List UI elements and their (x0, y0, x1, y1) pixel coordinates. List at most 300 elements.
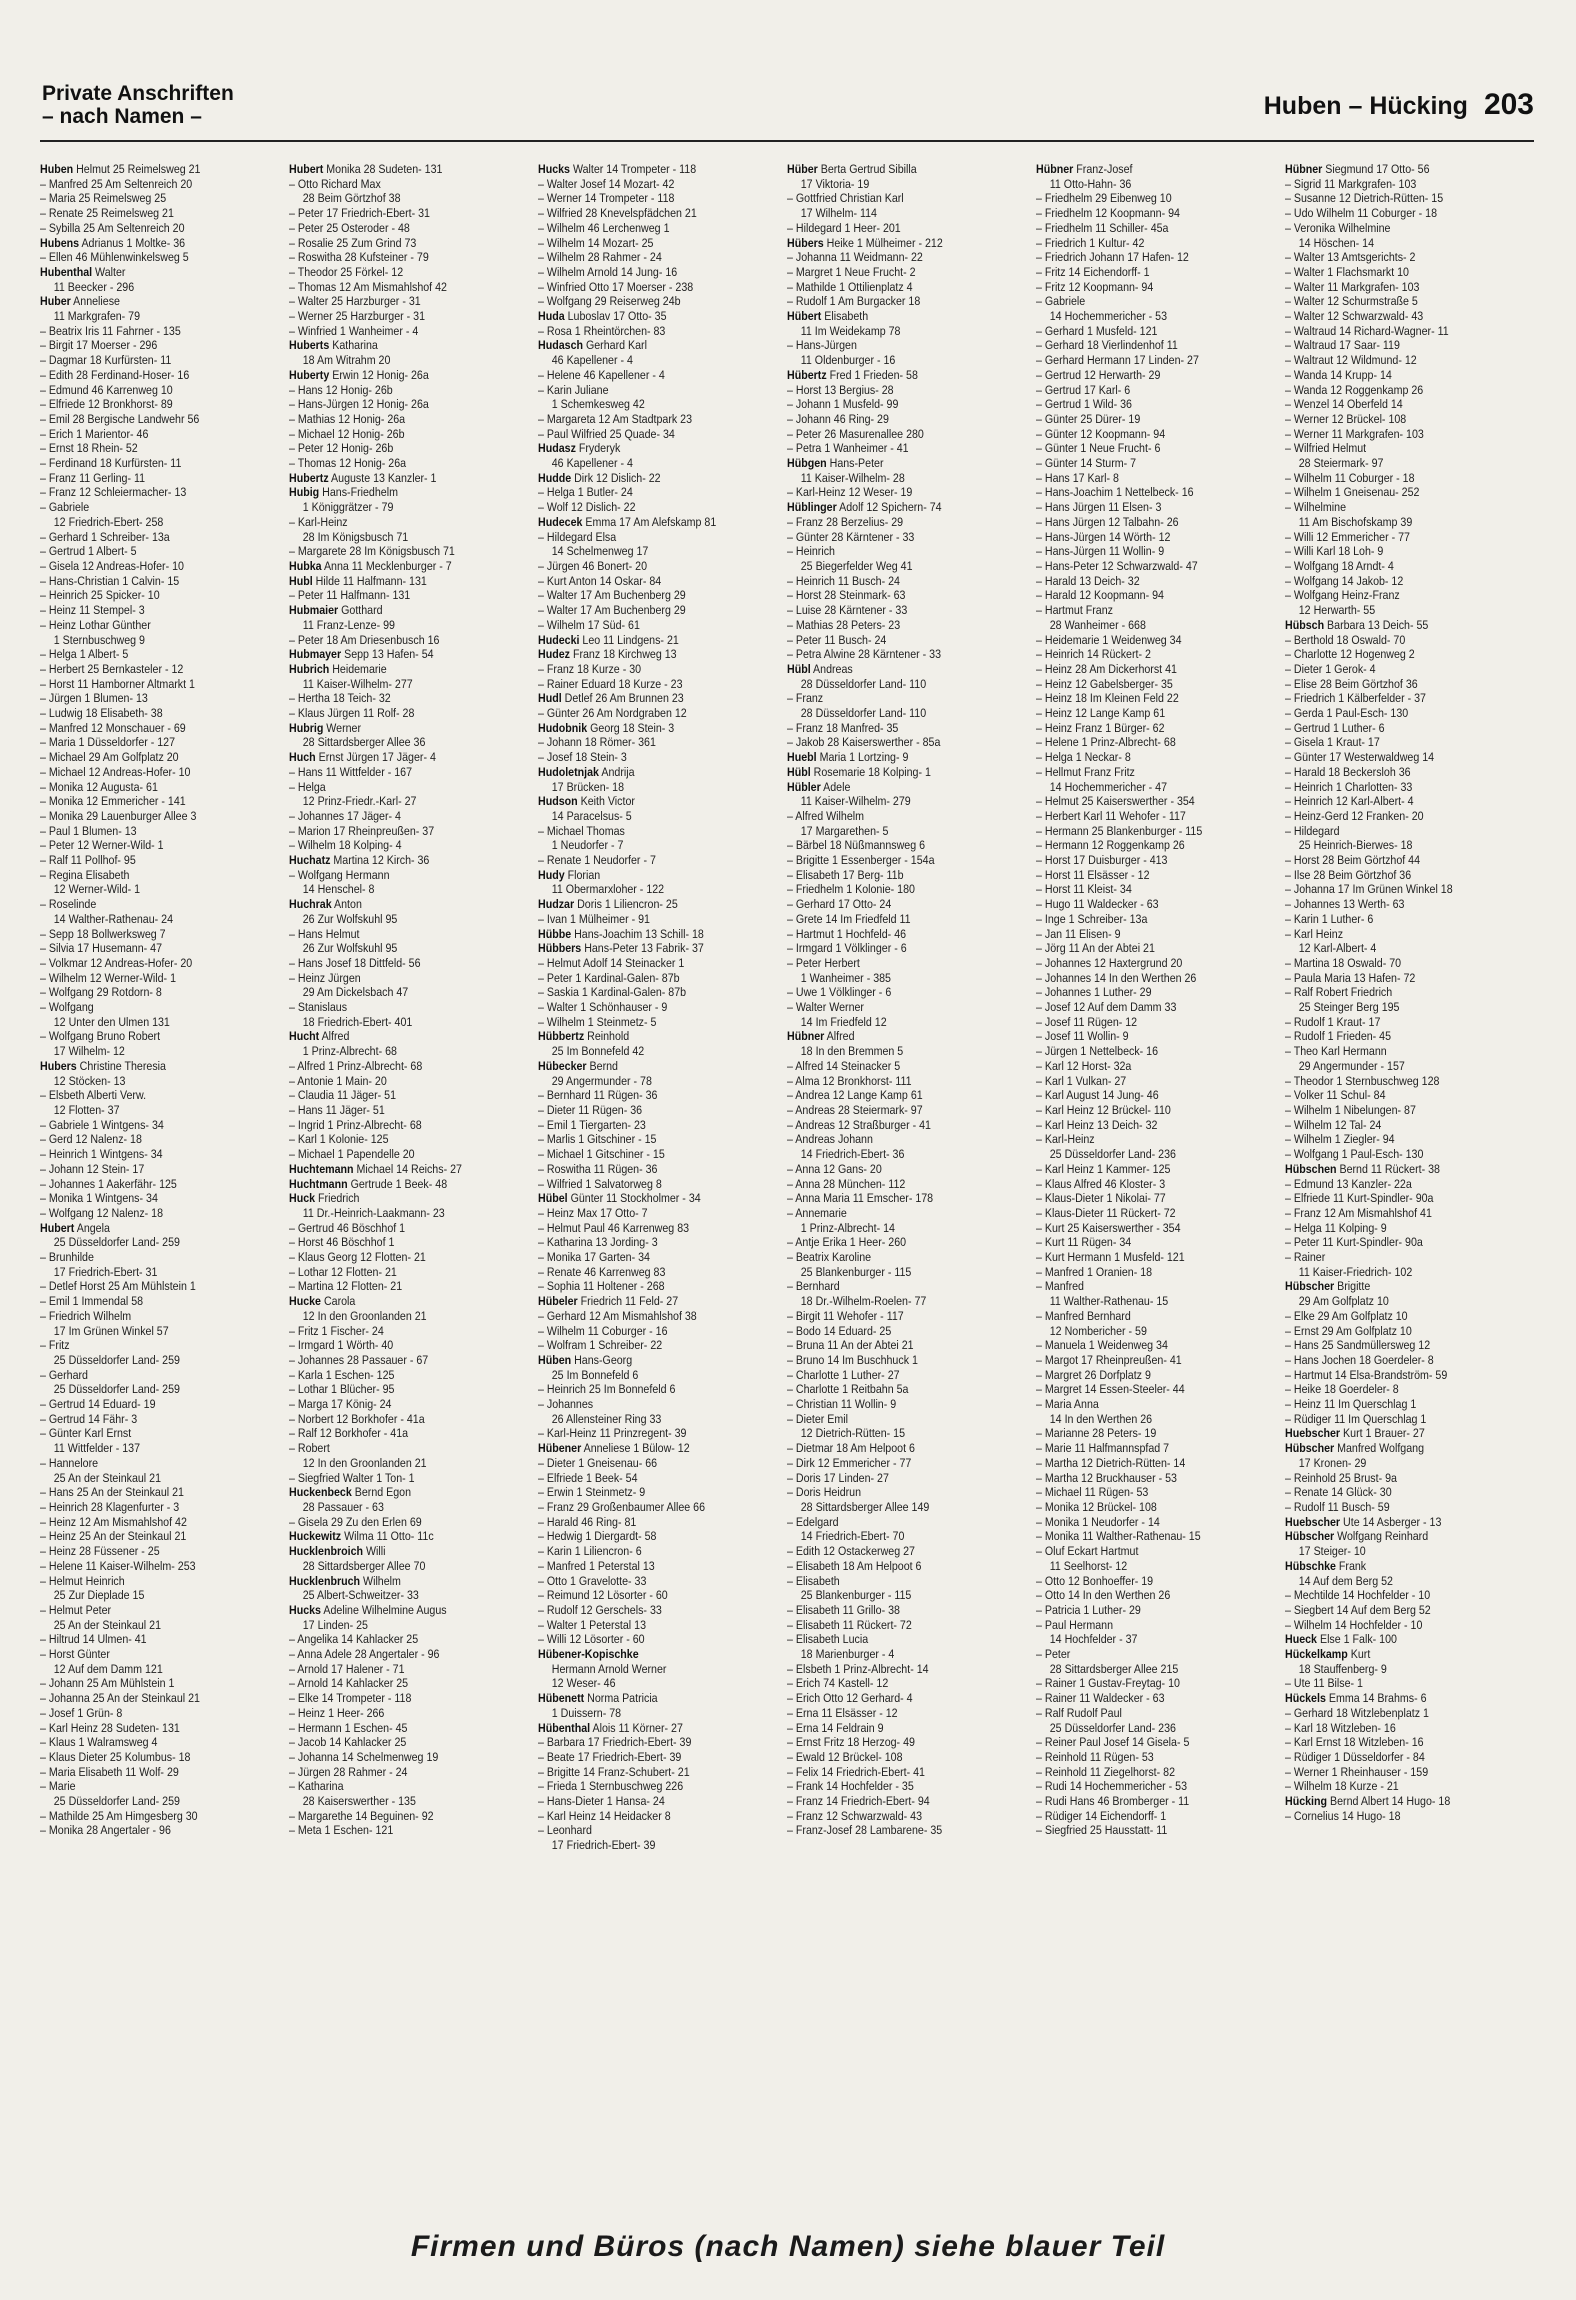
directory-entry-line: 46 Kapellener - 4 (551, 456, 633, 471)
surname: Hucklenbroich (289, 1544, 364, 1559)
surname: Hückelkamp (1285, 1647, 1348, 1662)
directory-entry-line: – Charlotte 12 Hogenweg 2 (1285, 647, 1415, 662)
directory-entry-line: – Wilhelm 28 Rahmer - 24 (538, 250, 662, 265)
directory-entry-line: 11 Kaiser-Friedrich- 102 (1298, 1264, 1413, 1279)
directory-entry-line: – Emil 28 Bergische Landwehr 56 (40, 411, 200, 426)
directory-entry-line: – Wanda 12 Roggenkamp 26 (1285, 382, 1424, 397)
directory-entry-line: – Maria Anna (1036, 1397, 1099, 1412)
directory-entry-line: – Otto 12 Bonhoeffer- 19 (1036, 1573, 1154, 1588)
directory-entry-line: – Angelika 14 Kahlacker 25 (289, 1632, 419, 1647)
directory-entry-line: – Gertrud 1 Luther- 6 (1285, 720, 1385, 735)
directory-entry-line: – Dagmar 18 Kurfürsten- 11 (40, 353, 172, 368)
directory-entry-line: – Gerhard 18 Witzlebenplatz 1 (1285, 1705, 1429, 1720)
directory-entry-line: – Franz 29 Großenbaumer Allee 66 (538, 1499, 706, 1514)
surname: Hübeler (538, 1294, 578, 1309)
directory-entry-line: – Willi 12 Lösorter - 60 (538, 1632, 645, 1647)
directory-entry-line: – Peter 11 Busch- 24 (787, 632, 887, 647)
surname: Hudasch (538, 338, 584, 353)
directory-entry-line: Hubertz Auguste 13 Kanzler- 1 (289, 470, 437, 485)
directory-entry-line: – Petra Alwine 28 Kärntener - 33 (787, 647, 942, 662)
directory-entry-line: – Hans-Jürgen (787, 338, 857, 353)
directory-entry-line: – Wenzel 14 Oberfeld 14 (1285, 397, 1403, 412)
directory-entry-line: – Maria 25 Reimelsweg 25 (40, 191, 167, 206)
directory-entry-line: – Edith 12 Ostackerweg 27 (787, 1544, 915, 1559)
surname: Huckenbeck (289, 1485, 352, 1500)
directory-entry-line: 17 Linden- 25 (302, 1617, 368, 1632)
directory-entry-line: 11 Kaiser-Wilhelm- 28 (800, 470, 905, 485)
directory-entry-line: – Wilhelm 11 Coburger - 16 (538, 1323, 668, 1338)
directory-entry-line: – Fritz 12 Koopmann- 94 (1036, 279, 1154, 294)
directory-entry-line: 12 Werner-Wild- 1 (53, 882, 141, 897)
directory-entry-line: – Klaus Dieter 25 Kolumbus- 18 (40, 1749, 191, 1764)
directory-entry-line: 11 Markgrafen- 79 (53, 309, 141, 324)
directory-entry-line: – Waltraud 14 Richard-Wagner- 11 (1285, 323, 1449, 338)
directory-entry-line: – Hans-Jürgen 14 Wörth- 12 (1036, 529, 1171, 544)
directory-entry-line: – Wilhelm 1 Nibelungen- 87 (1285, 1103, 1416, 1117)
directory-entry-line: – Beatrix Karoline (787, 1250, 872, 1265)
directory-entry-line: – Rainer Eduard 18 Kurze - 23 (538, 676, 683, 691)
directory-entry-line: – Horst 28 Steinmark- 63 (787, 588, 906, 603)
directory-entry-line: 25 Biegerfelder Weg 41 (800, 558, 913, 573)
surname: Hudy (538, 867, 565, 882)
directory-entry-line: – Peter 12 Honig- 26b (289, 441, 394, 456)
directory-entry-line: – Udo Wilhelm 11 Coburger - 18 (1285, 206, 1438, 221)
surname: Hübecker (538, 1058, 587, 1073)
directory-entry-line: 12 Unter den Ulmen 131 (53, 1014, 170, 1029)
directory-entry-line: – Wilhelm 14 Mozart- 25 (538, 235, 654, 250)
directory-entry-line: – Alma 12 Bronkhorst- 111 (787, 1073, 912, 1088)
directory-entry-line: – Saskia 1 Kardinal-Galen- 87b (538, 985, 687, 1000)
directory-entry-line: – Hildegard Elsa (538, 529, 617, 544)
directory-entry-line: Hübschke Frank (1285, 1558, 1367, 1573)
surname: Hubmayer (289, 647, 342, 662)
directory-entry-line: – Walter Werner (787, 1000, 864, 1015)
directory-entry-line: 17 Margarethen- 5 (800, 823, 889, 838)
directory-entry-line: – Hedwig 1 Diergardt- 58 (538, 1529, 657, 1544)
surname: Hucklenbruch (289, 1573, 361, 1588)
directory-entry-line: – Wolfgang 18 Arndt- 4 (1285, 558, 1394, 573)
directory-entry-line: – Helmut Paul 46 Karrenweg 83 (538, 1220, 690, 1235)
directory-entry-line: – Walter 11 Markgrafen- 103 (1285, 279, 1420, 294)
running-head-line1: Private Anschriften (42, 82, 234, 105)
directory-entry-line: – Wolfgang 12 Nalenz- 18 (40, 1205, 164, 1220)
surname: Hübener (538, 1441, 582, 1456)
directory-entry-line: – Sigrid 11 Markgrafen- 103 (1285, 176, 1417, 191)
directory-entry-line: 11 Franz-Lenze- 99 (302, 617, 395, 632)
directory-entry-line: – Kurt 25 Kaiserswerther - 354 (1036, 1220, 1181, 1235)
directory-entry-line: – Johann 46 Ring- 29 (787, 411, 889, 426)
directory-entry-line: – Rainer 11 Waldecker - 63 (1036, 1691, 1165, 1706)
directory-entry-line: – Friedrich Johann 17 Hafen- 12 (1036, 250, 1189, 265)
directory-entry-line: – Heinz-Gerd 12 Franken- 20 (1285, 808, 1424, 823)
directory-entry-line: 28 Sittardsberger Allee 70 (302, 1558, 426, 1573)
directory-entry-line: – Manuela 1 Weidenweg 34 (1036, 1338, 1168, 1353)
directory-entry-line: – Klaus Alfred 46 Kloster- 3 (1036, 1176, 1166, 1191)
directory-entry-line: 1 Prinz-Albrecht- 14 (800, 1220, 895, 1235)
directory-entry-line: Hückels Emma 14 Brahms- 6 (1285, 1691, 1427, 1706)
directory-entry-line: – Beatrix Iris 11 Fahrner - 135 (40, 323, 181, 338)
directory-entry-line: – Peter 11 Kurt-Spindler- 90a (1285, 1235, 1423, 1250)
directory-entry-line: – Marion 17 Rheinpreußen- 37 (289, 823, 435, 838)
surname: Huberty (289, 367, 330, 382)
directory-entry-line: – Günter 25 Dürer- 19 (1036, 411, 1141, 426)
directory-entry-line: – Detlef Horst 25 Am Mühlstein 1 (40, 1279, 196, 1294)
directory-entry-line: – Birgit 17 Moerser - 296 (40, 338, 158, 353)
directory-entry-line: – Irmgard 1 Völklinger - 6 (787, 941, 907, 956)
directory-entry-line: – Helga 1 Butler- 24 (538, 485, 633, 500)
surname: Hudecek (538, 514, 583, 529)
header-rule (40, 140, 1534, 142)
surname: Hudez (538, 647, 570, 662)
directory-entry-line: – Michael 12 Andreas-Hofer- 10 (40, 764, 191, 779)
directory-entry-line: – Friedhelm 29 Eibenweg 10 (1036, 191, 1172, 206)
surname: Huchtmann (289, 1176, 348, 1191)
directory-entry-line: – Jürgen 1 Blumen- 13 (40, 691, 148, 706)
directory-entry-line: – Gerhard 17 Otto- 24 (787, 897, 892, 912)
directory-entry-line: – Franz 28 Berzelius- 29 (787, 514, 904, 529)
directory-entry-line: – Reimund 12 Lösorter - 60 (538, 1588, 668, 1603)
directory-entry-line: 14 Hochemmericher - 47 (1049, 779, 1168, 794)
directory-entry-line: – Hans 25 An der Steinkaul 21 (40, 1485, 184, 1500)
directory-entry-line: – Dietmar 18 Am Helpoot 6 (787, 1441, 915, 1456)
directory-entry-line: – Heinrich 1 Charlotten- 33 (1285, 779, 1413, 794)
directory-entry-line: – Wilhelm 18 Kolping- 4 (289, 838, 402, 853)
directory-entry-line: – Ralf 12 Borkhofer - 41a (289, 1426, 409, 1441)
directory-entry-line: – Michael 29 Am Golfplatz 20 (40, 750, 179, 765)
surname: Hübbe (538, 926, 572, 941)
surname: Hüben (538, 1352, 572, 1367)
directory-entry-line: – Barbara 17 Friedrich-Ebert- 39 (538, 1735, 692, 1750)
directory-entry-line: Huchrak Anton (289, 897, 362, 912)
directory-entry-line: – Arnold 17 Halener - 71 (289, 1661, 405, 1676)
directory-entry-line: – Hans-Christian 1 Calvin- 15 (40, 573, 180, 588)
directory-entry-line: – Hans Jürgen 12 Talbahn- 26 (1036, 514, 1179, 529)
directory-entry-line: 25 An der Steinkaul 21 (53, 1617, 161, 1632)
directory-entry-line: – Werner 25 Harzburger - 31 (289, 309, 426, 324)
directory-entry-line: Hücking Bernd Albert 14 Hugo- 18 (1285, 1794, 1451, 1809)
directory-entry-line: – Hermann 12 Roggenkamp 26 (1036, 838, 1185, 853)
directory-entry-line: Hübl Andreas (787, 661, 853, 676)
directory-entry-line: Hudzar Doris 1 Liliencron- 25 (538, 897, 678, 912)
directory-entry-line: – Theo Karl Hermann (1285, 1044, 1387, 1059)
directory-entry-line: – Rudolf 12 Gerschels- 33 (538, 1602, 662, 1617)
directory-entry-line: – Rudolf 11 Busch- 59 (1285, 1499, 1390, 1514)
directory-entry-line: 25 Düsseldorfer Land- 236 (1049, 1147, 1176, 1162)
directory-entry-line: – Karl 1 Kolonie- 125 (289, 1132, 389, 1147)
directory-entry-line: – Harald 12 Koopmann- 94 (1036, 588, 1164, 603)
directory-entry-line: Hubers Christine Theresia (40, 1058, 166, 1073)
directory-entry-line: – Jan 11 Elisen- 9 (1036, 926, 1121, 941)
directory-entry-line: – Wilhelm 1 Steinmetz- 5 (538, 1014, 657, 1029)
directory-entry-line: – Kurt Anton 14 Oskar- 84 (538, 573, 662, 588)
directory-entry-line: – Helene 1 Prinz-Albrecht- 68 (1036, 735, 1176, 750)
directory-entry-line: – Bodo 14 Eduard- 25 (787, 1323, 892, 1338)
directory-entry-line: – Hildegard 1 Heer- 201 (787, 220, 901, 235)
directory-entry-line: – Johanna 25 An der Steinkaul 21 (40, 1691, 200, 1706)
directory-entry-line: – Jürgen 28 Rahmer - 24 (289, 1764, 408, 1779)
directory-entry-line: – Antonie 1 Main- 20 (289, 1073, 387, 1088)
directory-entry-line: 11 Walther-Rathenau- 15 (1049, 1294, 1169, 1309)
directory-entry-line: – Jürgen 46 Bonert- 20 (538, 558, 648, 573)
directory-entry-line: – Helmut 25 Kaiserswerther - 354 (1036, 794, 1195, 809)
directory-entry-line: – Charlotte 1 Luther- 27 (787, 1367, 900, 1382)
directory-entry-line: – Wilhelm 1 Gneisenau- 252 (1285, 485, 1420, 500)
directory-entry-line: – Maria 1 Düsseldorfer - 127 (40, 735, 176, 750)
surname: Hücking (1285, 1794, 1328, 1809)
directory-entry-line: 14 Hochemmericher - 53 (1049, 309, 1168, 324)
directory-entry-line: – Gertrud 46 Böschhof 1 (289, 1220, 406, 1235)
directory-entry-line: – Silvia 17 Husemann- 47 (40, 941, 163, 956)
directory-entry-line: – Harald 18 Beckersloh 36 (1285, 764, 1411, 779)
directory-entry-line: 14 Walther-Rathenau- 24 (53, 911, 174, 926)
directory-entry-line: – Gisela 12 Andreas-Hofer- 10 (40, 558, 184, 573)
directory-entry-line: 25 Heinrich-Bierwes- 18 (1298, 838, 1413, 853)
directory-entry-line: – Volkmar 12 Andreas-Hofer- 20 (40, 955, 193, 970)
directory-entry-line: – Werner 11 Markgrafen- 103 (1285, 426, 1424, 441)
directory-entry-line: 18 Stauffenberg- 9 (1298, 1661, 1387, 1676)
directory-entry-line: – Peter Herbert (787, 955, 860, 970)
directory-entry-line: – Heinz Franz 1 Bürger- 62 (1036, 720, 1165, 735)
directory-entry-line: – Otto Richard Max (289, 176, 381, 191)
directory-entry-line: 46 Kapellener - 4 (551, 353, 633, 368)
directory-entry-line: – Günter 1 Neue Frucht- 6 (1036, 441, 1161, 456)
directory-entry-line: – Johannes 13 Werth- 63 (1285, 897, 1405, 912)
directory-entry-line: – Felix 14 Friedrich-Ebert- 41 (787, 1764, 925, 1779)
directory-entry-line: Huda Luboslav 17 Otto- 35 (538, 309, 667, 324)
directory-entry-line: Hübner Siegmund 17 Otto- 56 (1285, 162, 1430, 176)
directory-entry-line: – Winfried Otto 17 Moerser - 238 (538, 279, 694, 294)
directory-entry-line: – Johann 25 Am Mühlstein 1 (40, 1676, 175, 1691)
directory-entry-line: – Ellen 46 Mühlenwinkelsweg 5 (40, 250, 189, 265)
surname: Hucke (289, 1294, 321, 1309)
directory-entry-line: – Franz 12 Schwarzwald- 43 (787, 1808, 923, 1823)
surname: Huch (289, 750, 316, 765)
directory-entry-line: 14 Henschel- 8 (302, 882, 375, 897)
directory-entry-line: – Heinrich 11 Busch- 24 (787, 573, 900, 588)
directory-entry-line: – Karl 18 Witzleben- 16 (1285, 1720, 1396, 1735)
directory-entry-line: Huchatz Martina 12 Kirch- 36 (289, 853, 430, 868)
surname: Hübscher (1285, 1441, 1335, 1456)
directory-entry-line: – Michael 11 Rügen- 53 (1036, 1485, 1149, 1500)
directory-entry-line: – Gerda 1 Paul-Esch- 130 (1285, 706, 1409, 721)
directory-entry-line: – Hans-Joachim 1 Nettelbeck- 16 (1036, 485, 1194, 500)
surname: Huckewitz (289, 1529, 342, 1544)
surname: Hubers (40, 1058, 77, 1073)
directory-entry-line: – Marga 17 König- 24 (289, 1397, 392, 1412)
directory-entry-line: – Horst 46 Böschhof 1 (289, 1235, 395, 1250)
directory-entry-line: – Martina 12 Flotten- 21 (289, 1279, 403, 1294)
directory-entry-line: 1 Wanheimer - 385 (800, 970, 891, 985)
directory-entry-line: – Paula Maria 13 Hafen- 72 (1285, 970, 1416, 985)
directory-entry-line: Hübsch Barbara 13 Deich- 55 (1285, 617, 1429, 632)
directory-entry-line: – Johannes 14 In den Werthen 26 (1036, 970, 1197, 985)
directory-entry-line: – Elisabeth 11 Rückert- 72 (787, 1617, 912, 1632)
directory-entry-line: – Manfred 25 Am Seltenreich 20 (40, 176, 193, 191)
directory-entry-line: Hudobnik Georg 18 Stein- 3 (538, 720, 675, 735)
directory-entry-line: – Wolfgang 1 Paul-Esch- 130 (1285, 1147, 1424, 1162)
directory-entry-line: – Peter 17 Friedrich-Ebert- 31 (289, 206, 430, 221)
directory-entry-line: – Gertrud 1 Wild- 36 (1036, 397, 1132, 412)
directory-entry-line: – Theodor 1 Sternbuschweg 128 (1285, 1073, 1440, 1088)
directory-entry-line: – Michael 1 Gitschiner - 15 (538, 1147, 665, 1162)
surname: Hübner (1285, 162, 1323, 176)
directory-entry-line: – Bernhard 11 Rügen- 36 (538, 1088, 658, 1103)
directory-entry-line: – Monika 12 Augusta- 61 (40, 779, 158, 794)
directory-entry-line: Hückelkamp Kurt (1285, 1647, 1371, 1662)
directory-entry-line: Hubrich Heidemarie (289, 661, 387, 676)
directory-entry-line: – Klaus Georg 12 Flotten- 21 (289, 1250, 426, 1265)
directory-entry-line: – Werner 14 Trompeter - 118 (538, 191, 675, 206)
directory-entry-line: Hübbe Hans-Joachim 13 Schill- 18 (538, 926, 704, 941)
directory-entry-line: – Wanda 14 Krupp- 14 (1285, 367, 1392, 382)
directory-entry-line: – Monika 17 Garten- 34 (538, 1250, 650, 1265)
directory-entry-line: – Elise 28 Beim Görtzhof 36 (1285, 676, 1418, 691)
directory-entry-line: – Walter 1 Schönhauser - 9 (538, 1000, 668, 1015)
directory-entry-line: – Ewald 12 Brückel- 108 (787, 1749, 903, 1764)
directory-entry-line: – Gabriele (1036, 294, 1086, 309)
directory-entry-line: – Paul Wilfried 25 Quade- 34 (538, 426, 675, 441)
directory-entry-line: – Peter 12 Werner-Wild- 1 (40, 838, 164, 853)
directory-entry-line: – Johann 18 Römer- 361 (538, 735, 656, 750)
surname: Hubert (289, 162, 324, 176)
running-head-right (1264, 88, 1534, 122)
directory-entry-line: – Karl Heinz (1285, 926, 1344, 941)
directory-entry-line: – Doris Heidrun (787, 1485, 862, 1500)
directory-entry-line: – Siegbert 14 Auf dem Berg 52 (1285, 1602, 1431, 1617)
directory-entry-line: – Heinrich 25 Spicker- 10 (40, 588, 160, 603)
directory-entry-line: – Monika 28 Angertaler - 96 (40, 1823, 171, 1838)
directory-entry-line: – Frank 14 Hochfelder - 35 (787, 1779, 914, 1794)
directory-entry-line: Huck Friedrich (289, 1191, 360, 1206)
directory-entry-line: 18 Friedrich-Ebert- 401 (302, 1014, 413, 1029)
directory-entry-line: 14 Hochfelder - 37 (1049, 1632, 1138, 1647)
surname: Huchrak (289, 897, 332, 912)
directory-entry-line: 12 Weser- 46 (551, 1676, 616, 1691)
directory-entry-line: 11 Oldenburger - 16 (800, 353, 896, 368)
directory-entry-line: – Rüdiger 14 Eichendorff- 1 (1036, 1808, 1167, 1823)
directory-entry-line: – Grete 14 Im Friedfeld 11 (787, 911, 911, 926)
directory-entry-line: – Wilfried Helmut (1285, 441, 1367, 456)
directory-entry-line: – Dieter 1 Gerok- 4 (1285, 661, 1376, 676)
directory-entry-line: – Hans 11 Wittfelder - 167 (289, 764, 413, 779)
directory-entry-line: 12 Nombericher - 59 (1049, 1323, 1147, 1338)
directory-entry-line: – Johanna 11 Weidmann- 22 (787, 250, 923, 265)
directory-entry-line: – Ernst Fritz 18 Herzog- 49 (787, 1735, 915, 1750)
surname: Hübsch (1285, 617, 1325, 632)
surname: Hubig (289, 485, 320, 500)
directory-entry-line: – Hugo 11 Waldecker - 63 (1036, 897, 1159, 912)
directory-entry-line: – Rainer 1 Gustav-Freytag- 10 (1036, 1676, 1180, 1691)
directory-entry-line: – Ute 11 Bilse- 1 (1285, 1676, 1363, 1691)
surname: Hübertz (787, 367, 827, 382)
directory-entry-line: 17 Friedrich-Ebert- 31 (53, 1264, 158, 1279)
directory-entry-line: – Susanne 12 Dietrich-Rütten- 15 (1285, 191, 1444, 206)
directory-entry-line: – Karl Heinz 12 Brückel- 110 (1036, 1103, 1171, 1117)
surname: Hübenthal (538, 1720, 591, 1735)
directory-entry-line: 25 Düsseldorfer Land- 259 (53, 1794, 180, 1809)
directory-entry-line: – Franz 18 Manfred- 35 (787, 720, 899, 735)
directory-entry-line: – Margret 26 Dorfplatz 9 (1036, 1367, 1151, 1382)
directory-entry-line: – Ralf Robert Friedrich (1285, 985, 1393, 1000)
directory-entry-line: – Karl Heinz 28 Sudeten- 131 (40, 1720, 180, 1735)
directory-entry-line: 17 Wilhelm- 114 (800, 206, 877, 221)
directory-entry-line: – Ralf Rudolf Paul (1036, 1705, 1122, 1720)
directory-entry-line: – Monika 29 Lauenburger Allee 3 (40, 808, 197, 823)
directory-entry-line: – Erna 14 Feldrain 9 (787, 1720, 884, 1735)
directory-entry-line: – Walter 1 Flachsmarkt 10 (1285, 264, 1409, 279)
directory-entry-line: – Wilfried 1 Salvatorweg 8 (538, 1176, 662, 1191)
directory-entry-line: – Peter 18 Am Driesenbusch 16 (289, 632, 440, 647)
directory-entry-line: – Gertrud 12 Herwarth- 29 (1036, 367, 1161, 382)
directory-entry-line: Hübschen Bernd 11 Rückert- 38 (1285, 1161, 1440, 1176)
directory-column-1 (40, 162, 254, 2222)
directory-entry-line: – Norbert 12 Borkhofer - 41a (289, 1411, 425, 1426)
directory-entry-line: – Johannes 12 Haxtergrund 20 (1036, 955, 1183, 970)
directory-entry-line: 1 Prinz-Albrecht- 68 (302, 1044, 397, 1059)
directory-entry-line: – Helmut Heinrich (40, 1573, 125, 1588)
directory-entry-line: Huchtmann Gertrude 1 Beek- 48 (289, 1176, 448, 1191)
directory-entry-line: – Reinhold 11 Ziegelhorst- 82 (1036, 1764, 1176, 1779)
directory-entry-line: – Gerhard 1 Schreiber- 13a (40, 529, 170, 544)
directory-entry-line: – Erich 74 Kastell- 12 (787, 1676, 889, 1691)
directory-entry-line: 12 Stöcken- 13 (53, 1073, 126, 1088)
directory-entry-line: – Reinhold 11 Rügen- 53 (1036, 1749, 1154, 1764)
directory-entry-line: 11 Wittfelder - 137 (53, 1441, 141, 1456)
directory-entry-line: – Arnold 14 Kahlacker 25 (289, 1676, 409, 1691)
directory-entry-line: – Helga 1 Albert- 5 (40, 647, 129, 662)
directory-entry-line: – Michael Thomas (538, 823, 625, 838)
directory-entry-line: – Hans-Jürgen 11 Wollin- 9 (1036, 544, 1165, 559)
directory-entry-line: – Hans Jochen 18 Goerdeler- 8 (1285, 1352, 1434, 1367)
directory-entry-line: – Hildegard (1285, 823, 1340, 838)
surname: Huchatz (289, 853, 331, 868)
footer-note: Firmen und Büros (nach Namen) siehe blauer Teil (410, 2230, 1166, 2263)
surname: Hübscher (1285, 1279, 1335, 1294)
directory-entry-line: 26 Zur Wolfskuhl 95 (302, 941, 398, 956)
directory-entry-line: Hucht Alfred (289, 1029, 350, 1044)
directory-entry-line: Hubmaier Gotthard (289, 603, 383, 618)
directory-entry-line: – Roswitha 28 Kufsteiner - 79 (289, 250, 429, 265)
directory-entry-line: 12 In den Groonlanden 21 (302, 1455, 427, 1470)
directory-entry-line: – Erna 11 Elsässer - 12 (787, 1705, 898, 1720)
surname: Hubka (289, 558, 322, 573)
directory-entry-line: – Günter 26 Am Nordgraben 12 (538, 706, 687, 721)
directory-entry-line: Hübbers Hans-Peter 13 Fabrik- 37 (538, 941, 704, 956)
directory-entry-line: Hüben Hans-Georg (538, 1352, 633, 1367)
directory-entry-line: 12 Friedrich-Ebert- 258 (53, 514, 164, 529)
directory-entry-line: – Walter 12 Schurmstraße 5 (1285, 294, 1418, 309)
directory-entry-line: – Hartmut 14 Elsa-Brandström- 59 (1285, 1367, 1448, 1382)
directory-entry-line: – Jörg 11 An der Abtei 21 (1036, 941, 1155, 956)
directory-entry-line: 17 Steiger- 10 (1298, 1544, 1366, 1559)
directory-entry-line: – Friedrich 1 Kälberfelder - 37 (1285, 691, 1426, 706)
directory-entry-line: – Franz (787, 691, 824, 706)
directory-entry-line: – Friedhelm 11 Schiller- 45a (1036, 220, 1169, 235)
directory-entry-line: 28 Sittardsberger Allee 36 (302, 735, 426, 750)
surname: Huberts (289, 338, 330, 353)
directory-entry-line: – Friedhelm 1 Kolonie- 180 (787, 882, 915, 897)
directory-entry-line: – Gabriele 1 Wintgens- 34 (40, 1117, 164, 1132)
directory-entry-line: – Heinz 1 Heer- 266 (289, 1705, 385, 1720)
directory-entry-line: Hübscher Manfred Wolfgang (1285, 1441, 1424, 1456)
directory-entry-line: – Herbert Karl 11 Wehofer - 117 (1036, 808, 1186, 823)
directory-entry-line: 28 Düsseldorfer Land- 110 (800, 706, 927, 721)
directory-entry-line: – Manfred 1 Peterstal 13 (538, 1558, 655, 1573)
directory-entry-line: – Martha 12 Dietrich-Rütten- 14 (1036, 1455, 1186, 1470)
directory-column-6 (1285, 162, 1499, 2222)
directory-entry-line: – Claudia 11 Jäger- 51 (289, 1088, 397, 1103)
surname: Huber (40, 294, 71, 309)
